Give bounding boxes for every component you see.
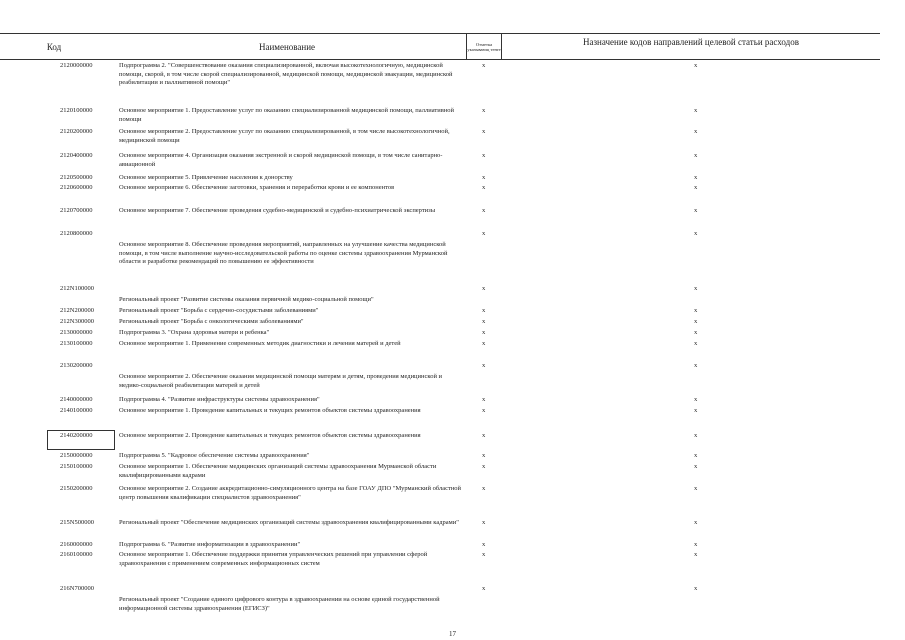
- row-code: 2160100000: [60, 551, 93, 558]
- row-purpose-x: x: [694, 318, 698, 325]
- row-code: 2120400000: [60, 152, 93, 159]
- row-code: 2150200000: [60, 485, 93, 492]
- row-code: 2120700000: [60, 207, 93, 214]
- row-purpose-x: x: [694, 585, 698, 592]
- row-code: 2130100000: [60, 340, 93, 347]
- row-purpose-x: x: [694, 551, 698, 558]
- row-mark-x: x: [482, 318, 486, 325]
- row-mark-x: x: [482, 519, 486, 526]
- row-name: Основное мероприятие 1. Проведение капитальных и текущих ремонтов объектов системы здравоохранения: [119, 407, 421, 414]
- row-mark-x: x: [482, 551, 486, 558]
- row-name: Основное мероприятие 1. Обеспечение поддержки принятия управленческих решений при управлении сферой здравоохранения с применением современных информационных систем: [119, 551, 428, 567]
- header-name: Наименование: [258, 41, 316, 52]
- row-name: Основное мероприятие 6. Обеспечение заготовки, хранения и переработки крови и ее компонентов: [119, 184, 395, 191]
- row-purpose-x: x: [694, 230, 698, 237]
- row-purpose-x: x: [694, 107, 698, 114]
- row-purpose-x: x: [694, 519, 698, 526]
- row-mark-x: x: [482, 432, 486, 439]
- row-code: 2120800000: [60, 230, 93, 237]
- row-name: Основное мероприятие 5. Привлечение населения к донорству: [119, 174, 293, 181]
- row-purpose-x: x: [694, 452, 698, 459]
- row-mark-x: x: [482, 340, 486, 347]
- row-name: Региональный проект "Борьба с сердечно-сосудистыми заболеваниями": [119, 307, 319, 314]
- row-purpose-x: x: [694, 541, 698, 548]
- row-code: 2120200000: [60, 128, 93, 135]
- row-mark-x: x: [482, 152, 486, 159]
- row-code: 212N200000: [60, 307, 94, 314]
- selected-cell-outline: [47, 430, 115, 450]
- row-code: 2120600000: [60, 184, 93, 191]
- row-code: 212N100000: [60, 285, 94, 292]
- row-name: Основное мероприятие 2. Предоставление услуг по оказанию специализированной, в том числе высокотехнологичной, медицинской помощи: [119, 128, 450, 144]
- row-name: Основное мероприятие 2. Проведение капитальных и текущих ремонтов объектов системы здравоохранения: [119, 432, 421, 439]
- row-name: Региональный проект "Борьба с онкологическими заболеваниями": [119, 318, 304, 325]
- row-code: 215N500000: [60, 519, 94, 526]
- row-name: Подпрограмма 6. "Развитие информатизации в здравоохранении": [119, 541, 301, 548]
- row-purpose-x: x: [694, 396, 698, 403]
- row-mark-x: x: [482, 362, 486, 369]
- row-name: Региональный проект "Обеспечение медицинских организаций системы здравоохранения квалифицированными кадрами": [119, 519, 459, 526]
- row-purpose-x: x: [694, 174, 698, 181]
- row-purpose-x: x: [694, 307, 698, 314]
- row-code: 2130000000: [60, 329, 93, 336]
- row-mark-x: x: [482, 463, 486, 470]
- row-purpose-x: x: [694, 62, 698, 69]
- row-mark-x: x: [482, 230, 486, 237]
- row-code: 2150000000: [60, 452, 93, 459]
- row-name: Региональный проект "Создание единого цифрового контура в здравоохранении на основе единой государственной информационной системы здравоохранения (ЕГИСЗ)": [119, 596, 440, 612]
- page-number: 17: [449, 630, 456, 638]
- row-mark-x: x: [482, 184, 486, 191]
- header-code: Код: [46, 41, 62, 52]
- header-purpose: Назначение кодов направлений целевой статьи расходов: [582, 37, 799, 47]
- row-code: 2150100000: [60, 463, 93, 470]
- row-mark-x: x: [482, 485, 486, 492]
- row-purpose-x: x: [694, 329, 698, 336]
- row-code: 2120000000: [60, 62, 93, 69]
- row-name: Основное мероприятие 1. Предоставление услуг по оказанию специализированной медицинской помощи, паллиативной помощи: [119, 107, 455, 123]
- row-code: 2140100000: [60, 407, 93, 414]
- row-code: 2140000000: [60, 396, 93, 403]
- row-purpose-x: x: [694, 362, 698, 369]
- row-name: Основное мероприятие 1. Обеспечение медицинских организаций системы здравоохранения Мурманской области квалифицированными кадрами: [119, 463, 437, 479]
- header-mark: Отметка указывающ тенге: [466, 34, 502, 59]
- row-name: Основное мероприятие 7. Обеспечение проведения судебно-медицинской и судебно-психиатрической экспертизы: [119, 207, 436, 214]
- row-mark-x: x: [482, 62, 486, 69]
- row-name: Основное мероприятие 2. Обеспечение оказания медицинской помощи матерям и детям, проведения медицинской и медико-социальной реабилитации матерей и детей: [119, 373, 443, 389]
- row-code: 2160000000: [60, 541, 93, 548]
- row-purpose-x: x: [694, 485, 698, 492]
- row-mark-x: x: [482, 307, 486, 314]
- row-mark-x: x: [482, 585, 486, 592]
- row-name: Основное мероприятие 1. Применение современных методик диагностики и лечения матерей и детей: [119, 340, 401, 347]
- row-name: Подпрограмма 5. "Кадровое обеспечение системы здравоохранения": [119, 452, 310, 459]
- row-name: Региональный проект "Развитие системы оказания первичной медико-социальной помощи": [119, 296, 374, 303]
- row-mark-x: x: [482, 396, 486, 403]
- row-name: Подпрограмма 3. "Охрана здоровья матери и ребенка": [119, 329, 270, 336]
- row-name: Подпрограмма 2. "Совершенствование оказания специализированной, включая высокотехнологичную, медицинской помощи, скорой, в том числе скорой специализированной, медицинской помощи, медицинской эвакуации, медицинской реабилитации и паллиативной помощи": [119, 62, 453, 86]
- row-name: Подпрограмма 4. "Развитие инфраструктуры системы здравоохранения": [119, 396, 320, 403]
- row-mark-x: x: [482, 407, 486, 414]
- row-name: Основное мероприятие 4. Организация оказания экстренной и скорой медицинской помощи, в том числе санитарно-авиационной: [119, 152, 443, 168]
- row-mark-x: x: [482, 329, 486, 336]
- row-purpose-x: x: [694, 340, 698, 347]
- row-mark-x: x: [482, 452, 486, 459]
- row-purpose-x: x: [694, 207, 698, 214]
- row-purpose-x: x: [694, 463, 698, 470]
- row-purpose-x: x: [694, 152, 698, 159]
- row-code: 2130200000: [60, 362, 93, 369]
- row-name: Основное мероприятие 2. Создание аккредитационно-симуляционного центра на базе ГОАУ ДПО "Мурманский областной центр повышения квалификации специалистов здравоохранения": [119, 485, 462, 501]
- row-mark-x: x: [482, 207, 486, 214]
- row-code: 2140200000: [60, 432, 93, 439]
- row-purpose-x: x: [694, 285, 698, 292]
- row-purpose-x: x: [694, 407, 698, 414]
- row-mark-x: x: [482, 107, 486, 114]
- row-purpose-x: x: [694, 184, 698, 191]
- row-name: Основное мероприятие 8. Обеспечение проведения мероприятий, направленных на улучшение качества медицинской помощи, в том числе выполнение научно-исследовательской работы по оценке системы здравоохранения Мурманской области и разработке рекомендаций по повышению ее эффективности: [119, 241, 448, 265]
- table-header: [0, 33, 880, 60]
- row-mark-x: x: [482, 128, 486, 135]
- row-code: 2120500000: [60, 174, 93, 181]
- row-mark-x: x: [482, 285, 486, 292]
- row-code: 216N700000: [60, 585, 94, 592]
- row-mark-x: x: [482, 174, 486, 181]
- row-purpose-x: x: [694, 432, 698, 439]
- row-code: 2120100000: [60, 107, 93, 114]
- row-mark-x: x: [482, 541, 486, 548]
- row-purpose-x: x: [694, 128, 698, 135]
- row-code: 212N300000: [60, 318, 94, 325]
